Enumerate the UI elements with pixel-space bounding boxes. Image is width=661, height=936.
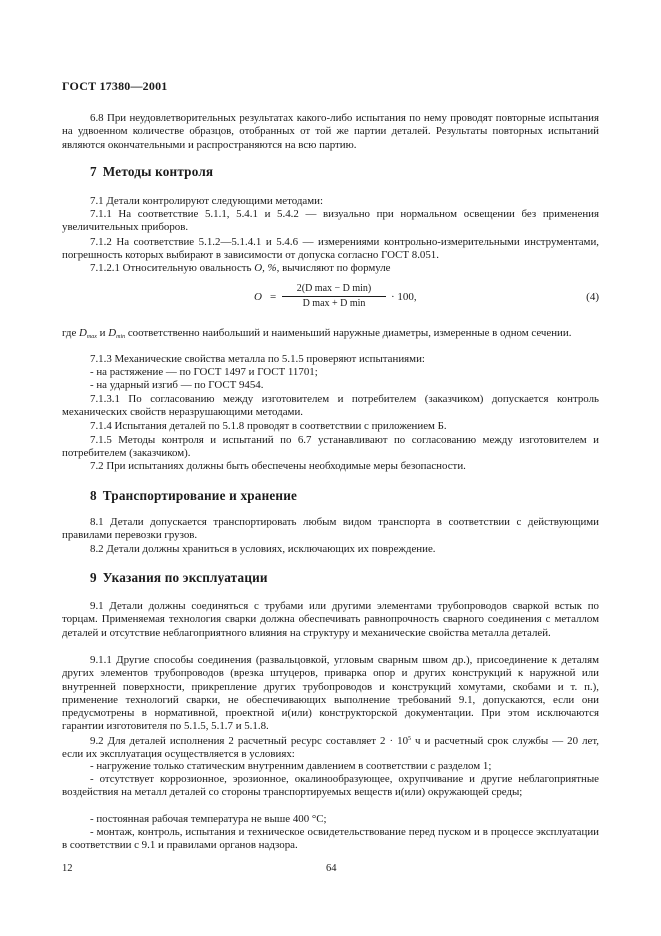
section-9-heading — [90, 570, 274, 586]
section-7-number: 7 — [90, 164, 97, 179]
formula-tail: · 100, — [391, 291, 417, 303]
paragraph-7-1-4: 7.1.4 Испытания деталей по 5.1.8 проводят в соответствии с приложением Б. — [90, 420, 447, 432]
formula-number: (4) — [586, 291, 599, 303]
page-number-center: 64 — [326, 863, 337, 874]
text-9-2-exponent: 5 — [408, 736, 412, 742]
paragraph-7-1-2: 7.1.2 На соответствие 5.1.2—5.1.4.1 и 5.4.6 — измерениями контрольно-измерительными инструментами, погрешность которых выбирают в зависимости от допуска согласно ГОСТ 8.051. — [62, 236, 599, 262]
paragraph-7-2: 7.2 При испытаниях должны быть обеспечены необходимые меры безопасности. — [90, 460, 466, 472]
conjunction-and: и — [99, 327, 106, 339]
paragraph-7-1-3: 7.1.3 Механические свойства металла по 5.1.5 проверяют испытаниями: — [90, 353, 425, 365]
text-9-2-a: 9.2 Для деталей исполнения 2 расчетный ресурс составляет 2 · 10 — [90, 735, 409, 747]
formula-denominator: D max + D min — [302, 298, 366, 309]
symbol-dmax: $D_{max}$ — [79, 327, 97, 340]
section-8-title: Транспортирование и хранение — [102, 488, 298, 503]
paragraph-9-1: 9.1 Детали должны соединяться с трубами или другими элементами трубопроводов сваркой встык по торцам. Применяемая технология сварки должна обеспечивать равнопрочность сварного соединения с металлом деталей и отсутствие неблагоприятного влияния на структуру и механические свойства металла деталей. — [62, 600, 599, 639]
paragraph-7-1-3-1: 7.1.3.1 По согласованию между изготовителем и потребителем (заказчиком) допускается контроль механических свойств неразрушающими методами. — [62, 393, 599, 419]
document-page — [62, 0, 599, 936]
paragraph-7-1-2-1 — [62, 262, 599, 275]
formula-equals: = — [270, 291, 277, 303]
list-item-no-corrosion: - отсутствует коррозионное, эрозионное, окалинообразующее, охрупчивание и другие неблагоприятные воздействия на металл деталей со стороны транспортируемых веществ и(или) окружающей среды; — [62, 773, 599, 799]
symbol-dmin: $D_{min}$ — [108, 327, 126, 340]
formula-4 — [254, 282, 599, 314]
paragraph-6-8: 6.8 При неудовлетворительных результатах какого-либо испытания по нему проводят повторные испытания на удвоенном количестве образцов, отобранных от той же партии деталей. Результаты повторных испытаний являются окончательными и распространяются на всю партию. — [62, 112, 599, 151]
list-item-tension: - на растяжение — по ГОСТ 1497 и ГОСТ 11701; — [90, 366, 318, 378]
paragraph-8-1: 8.1 Детали допускается транспортировать любым видом транспорта в соответствии с действующими правилами перевозки грузов. — [62, 516, 599, 542]
section-9-title: Указания по эксплуатации — [102, 570, 268, 585]
page-number-left: 12 — [62, 863, 73, 874]
formula-numerator: 2(D max − D min) — [282, 282, 386, 297]
list-item-installation: - монтаж, контроль, испытания и техническое освидетельствование перед пуском и в процессе эксплуатации в соответствии с 9.1 и правилами органов надзора. — [62, 826, 599, 852]
text-9-2-b: ч и расчетный срок службы — 20 лет, если их эксплуатация осуществляется в условиях: — [62, 735, 599, 761]
paragraph-7-1-1: 7.1.1 На соответствие 5.1.1, 5.4.1 и 5.4.2 — визуально при нормальном освещении без применения увеличительных приборов. — [62, 208, 599, 234]
where-word: где — [62, 327, 77, 339]
section-8-heading — [90, 488, 303, 504]
paragraph-7-1: 7.1 Детали контролируют следующими методами: — [90, 195, 324, 207]
paragraph-8-2: 8.2 Детали должны храниться в условиях, исключающих их повреждение. — [90, 543, 436, 555]
text-7-1-2-1-symbol: O, %, — [254, 262, 280, 274]
text-7-1-2-1-a: 7.1.2.1 Относительную овальность — [90, 262, 252, 274]
paragraph-where — [62, 327, 599, 344]
paragraph-9-1-1: 9.1.1 Другие способы соединения (развальцовкой, угловым сварным швом др.), присоединение к деталям других элементов трубопроводов (врезка штуцеров, приварка опор и других конструкций к наружной или внутренней поверхности, прикрепление других трубопроводов и конструкций хомутами, скобами и т. п.), применение технологий сварки, не обеспечивающих выполнение требований 9.1, допускаются, если они предусмотрены в нормативной, проектной и(или) конструкторской документации. При этом исключаются гарантии изготовителя по 5.1.5, 5.1.7 и 5.1.8. — [62, 654, 599, 733]
text-7-1-2-1-c: вычисляют по формуле — [282, 262, 391, 274]
paragraph-9-2 — [62, 733, 599, 762]
document-header: ГОСТ 17380—2001 — [62, 79, 168, 93]
list-item-impact: - на ударный изгиб — по ГОСТ 9454. — [90, 379, 264, 391]
where-text: соответственно наибольший и наименьший наружные диаметры, измеренные в одном сечении. — [127, 327, 572, 339]
paragraph-7-1-5: 7.1.5 Методы контроля и испытаний по 6.7 устанавливают по согласованию между изготовителем и потребителем (заказчиком). — [62, 434, 599, 460]
section-7-heading — [90, 164, 219, 180]
list-item-temperature: - постоянная рабочая температура не выше 400 °C; — [90, 813, 327, 825]
formula-lhs: O — [254, 291, 262, 303]
section-7-title: Методы контроля — [102, 164, 214, 179]
formula-fraction — [282, 282, 386, 310]
section-8-number: 8 — [90, 488, 97, 503]
section-9-number: 9 — [90, 570, 97, 585]
list-item-static-load: - нагружение только статическим внутренним давлением в соответствии с разделом 1; — [90, 760, 492, 772]
